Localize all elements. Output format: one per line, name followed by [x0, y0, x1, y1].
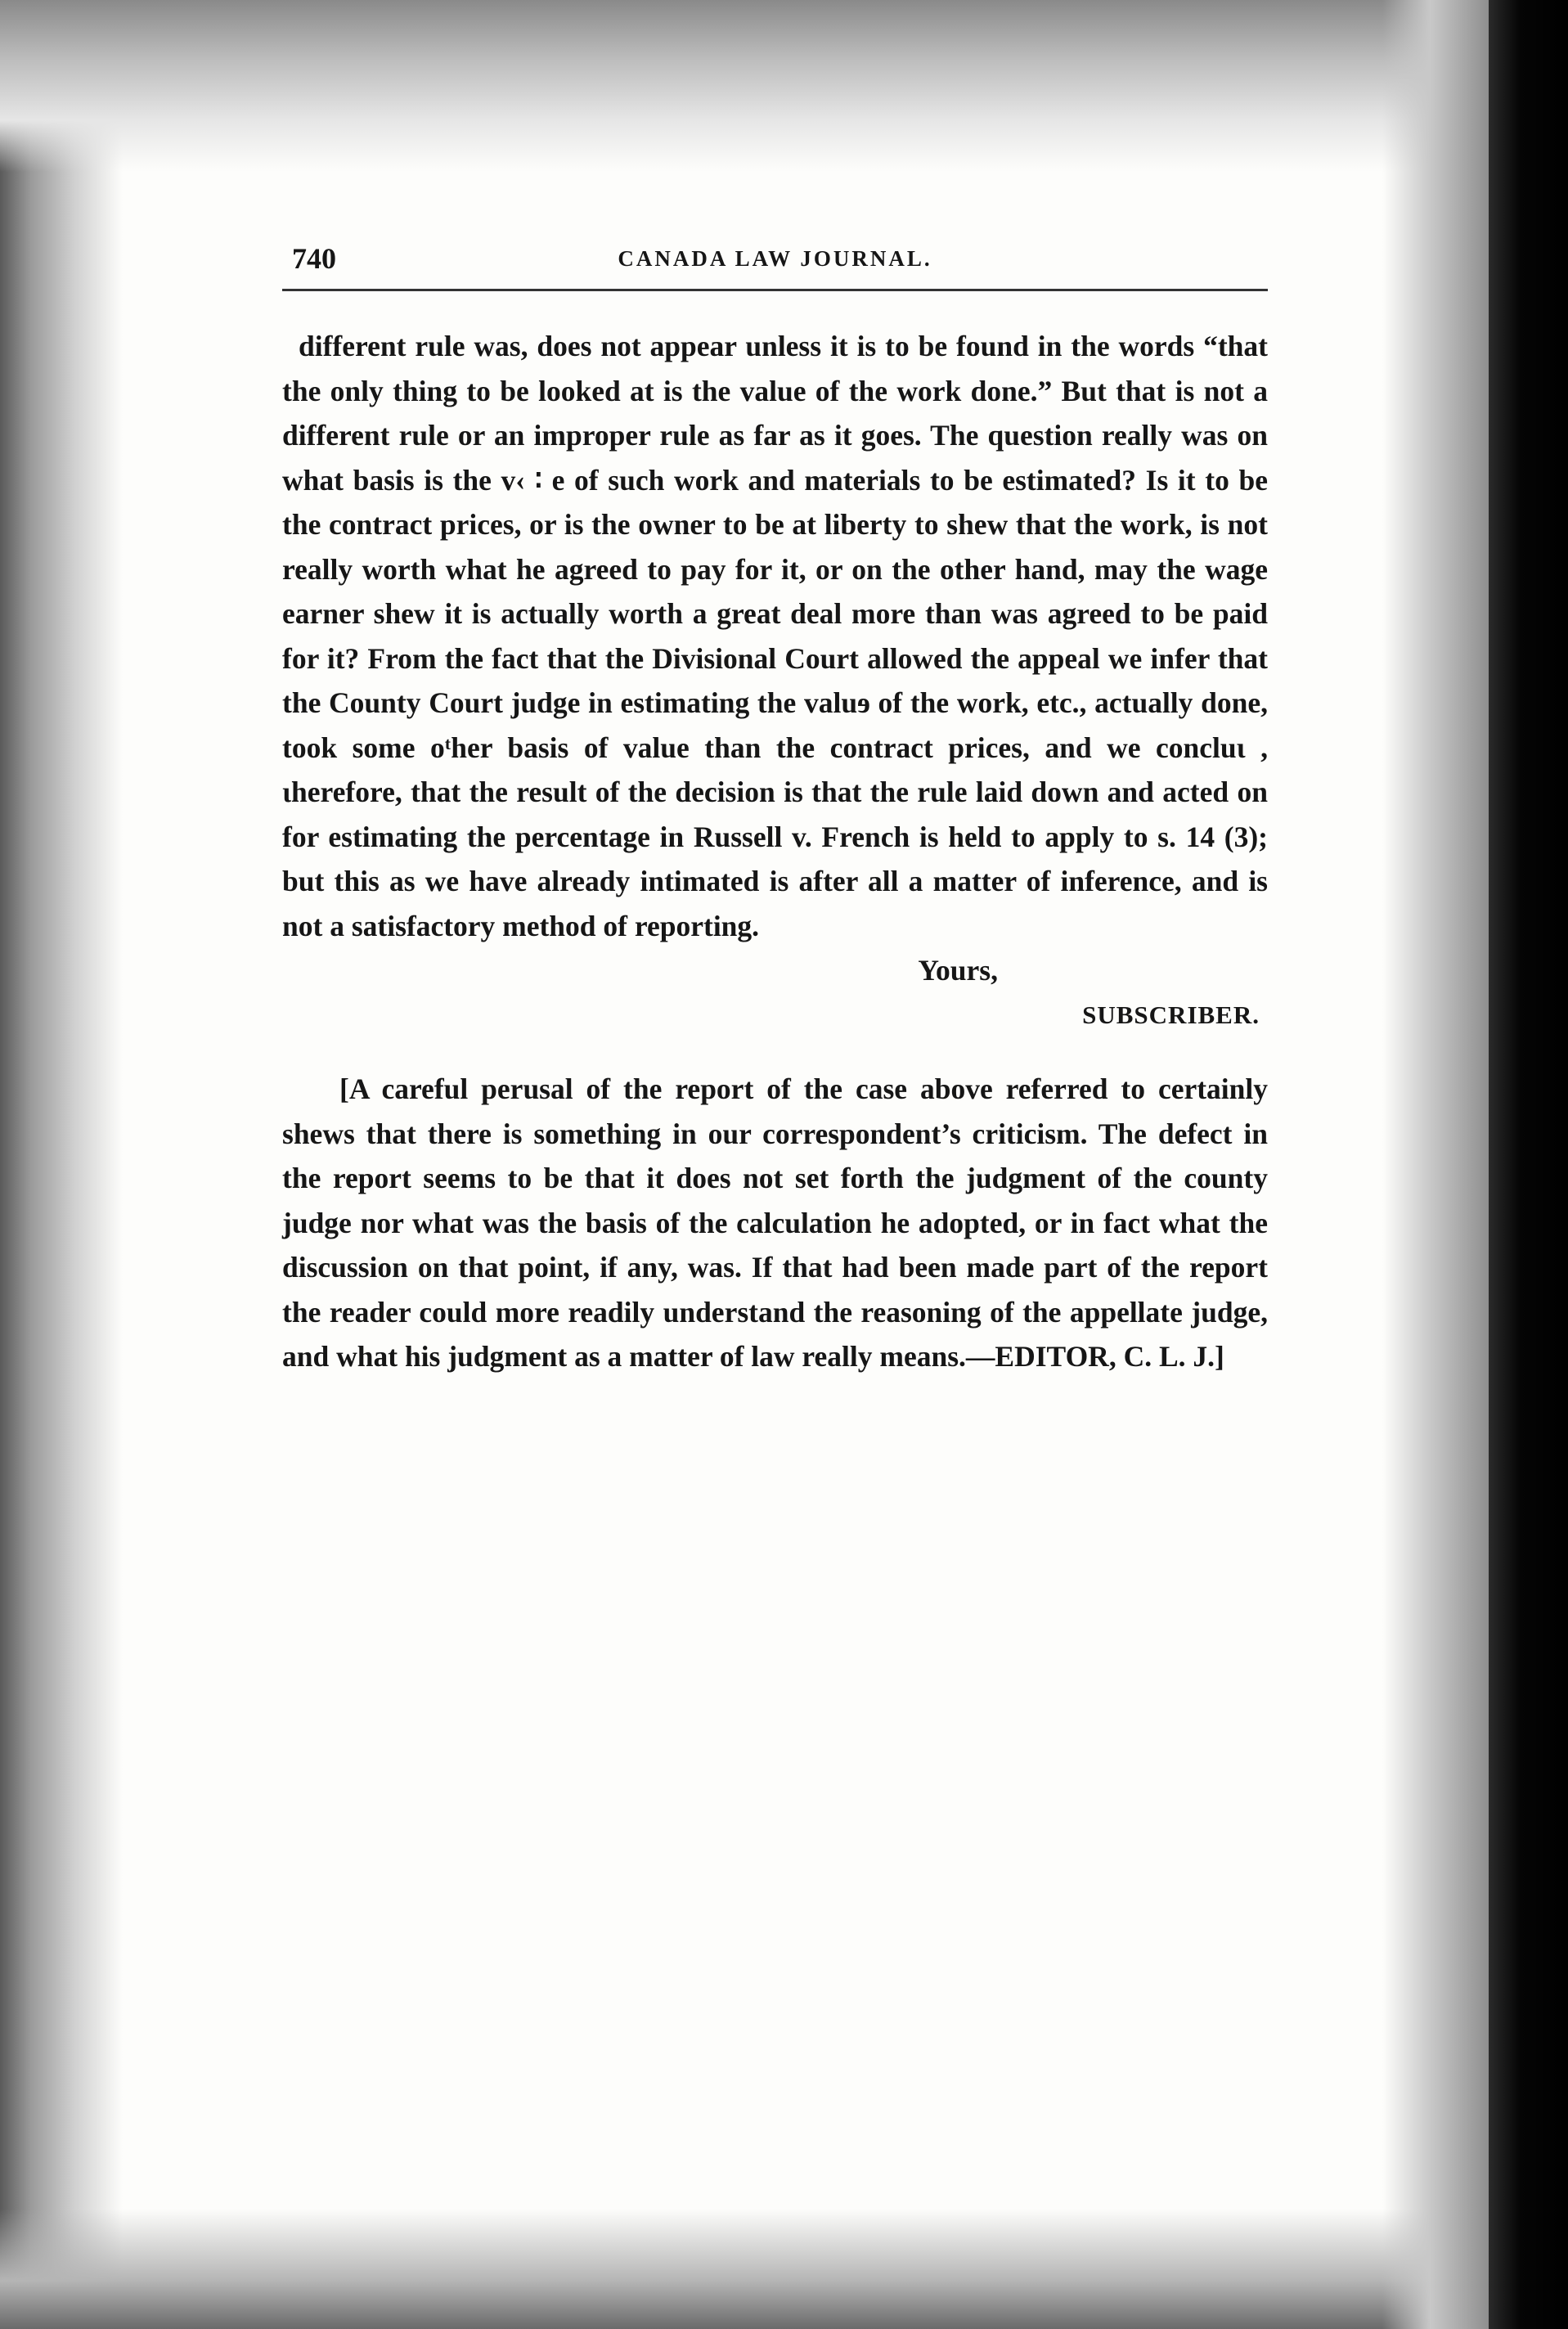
- scan-shadow-bottom: [0, 2209, 1568, 2329]
- letter-body: [282, 324, 1268, 948]
- running-title: CANADA LAW JOURNAL.: [618, 246, 932, 271]
- page-number: 740: [292, 242, 336, 275]
- scan-shadow-right: [1382, 0, 1489, 2329]
- editor-note: [A careful perusal of the report of the case above referred to certainly shews that there is something in our correspondent’s criticism. The defect in the report seems to be that it does not set forth the judgment of the county judge nor what was the basis of the calculation he adopted, or in fact what the discussion on that point, if any, was. If that had been made part of the report the reader could more readily understand the reasoning of the appellate judge, and what his judgment as a matter of law really means.—EDITOR, C. L. J.]: [282, 1072, 1268, 1373]
- letter-signature: SUBSCRIBER.: [1082, 1000, 1260, 1029]
- page-content: [282, 233, 1268, 1379]
- page-binding-edge: [1489, 0, 1568, 2329]
- scan-shadow-top: [0, 0, 1568, 172]
- header-rule: [282, 289, 1268, 291]
- scan-shadow-left: [0, 0, 123, 2329]
- page-header: [282, 233, 1268, 282]
- letter-closing: Yours,: [918, 954, 998, 987]
- letter-paragraph: different rule was, does not appear unless it is to be found in the words “that the only thing to be looked at is the value of the work done.” But that is not a different rule or an improper rule as far as it goes. The question really was on what basis is the v‹ ∶ e of such work and materials to be estimated? Is it to be the contract prices, or is the owner to be at liberty to shew that the work, is not really worth what he agreed to pay for it, or on the other hand, may the wage earner shew it is actually worth a great deal more than was agreed to be paid for it? From the fact that the Divisional Court allowed the appeal we infer that the County Court judge in estimating the valuɘ of the work, etc., actually done, took some oᵗher basis of value than the contract prices, and we concluɩ , ιherefore, that the result of the decision is that the rule laid down and acted on for estimating the percentage in Russell v. French is held to apply to s. 14 (3); but this as we have already intimated is after all a matter of inference, and is not a satisfactory method of reporting.: [282, 330, 1268, 942]
